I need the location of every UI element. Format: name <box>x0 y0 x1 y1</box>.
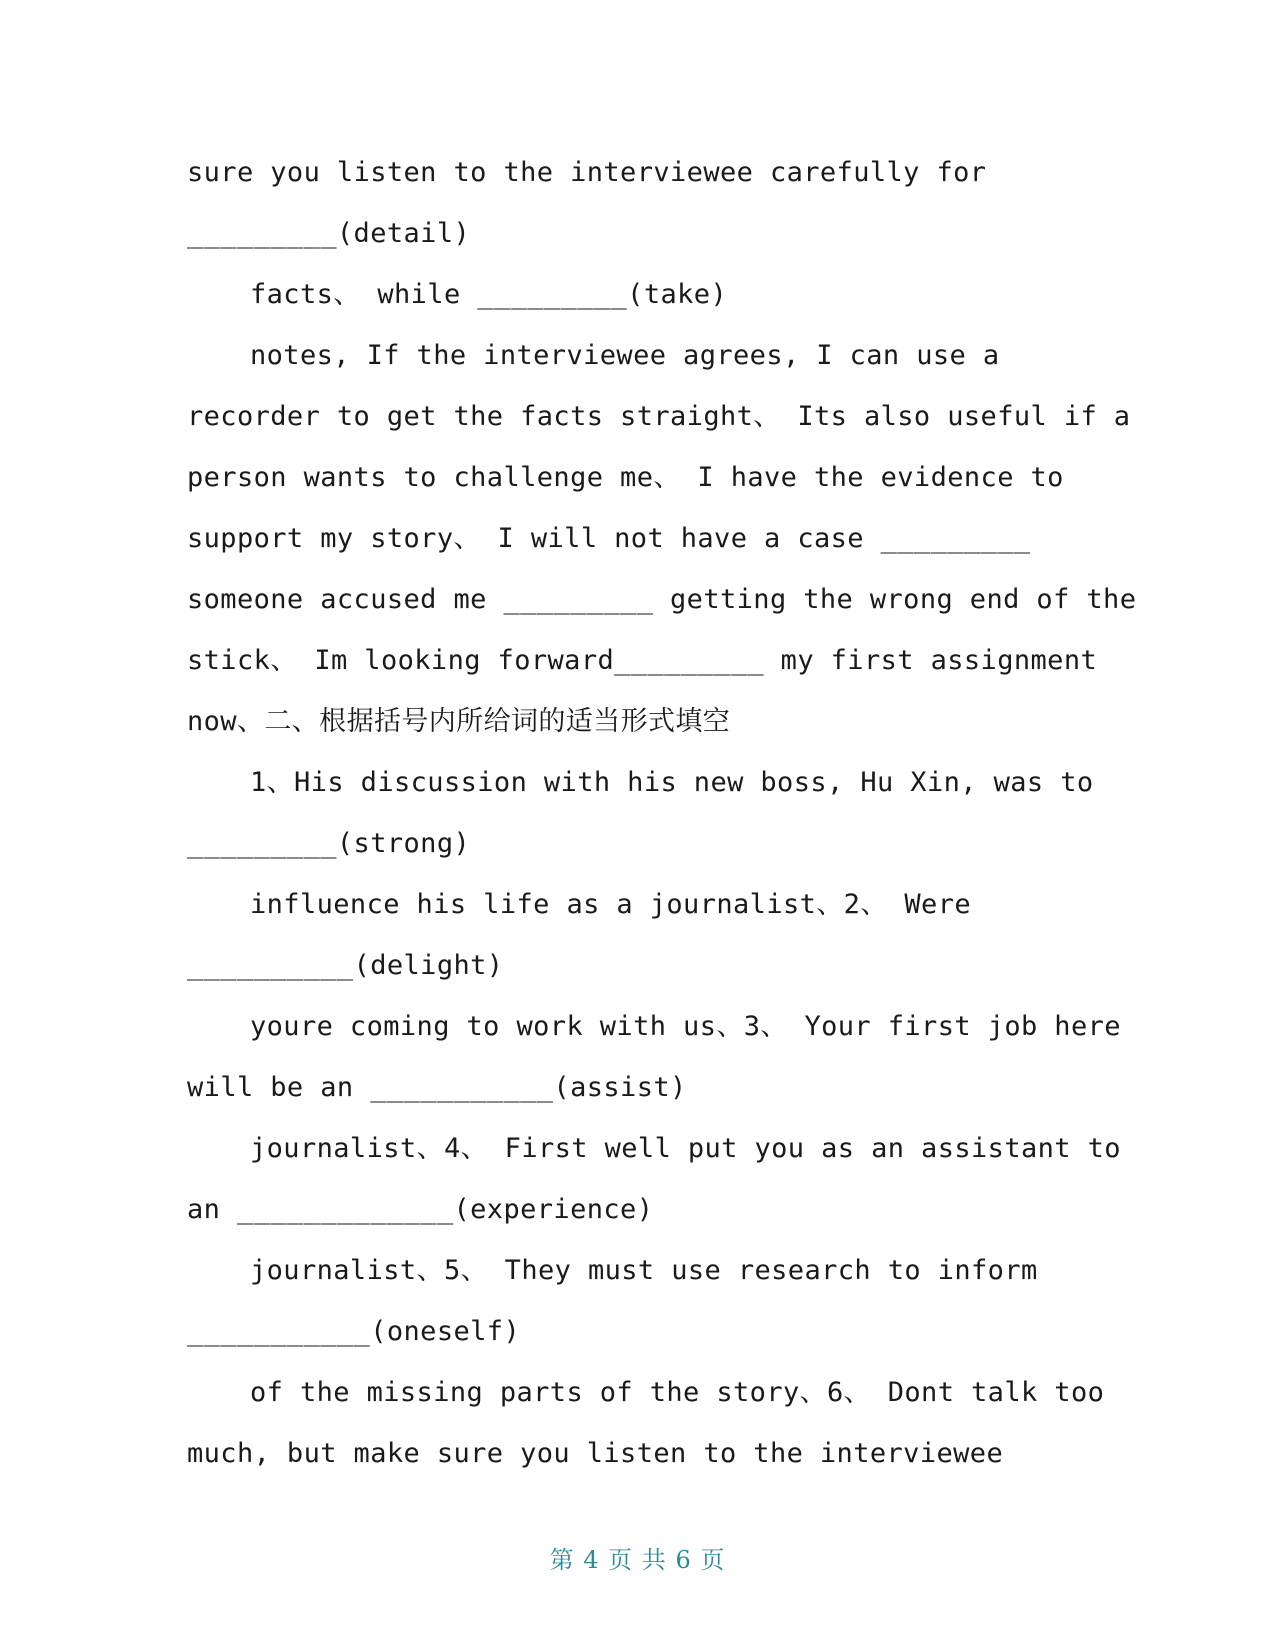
text-line: person wants to challenge me、 I have the evidence to <box>187 462 1064 493</box>
text-line: influence his life as a journalist、2、 Were <box>250 889 972 920</box>
text-line: recorder to get the facts straight、 Its also useful if a <box>187 401 1131 432</box>
text-line: facts、 while _________(take) <box>250 279 728 310</box>
text-line: ___________(oneself) <box>187 1316 521 1347</box>
text-line: _________(strong) <box>187 828 471 859</box>
text-line: an _____________(experience) <box>187 1194 654 1225</box>
text-line: notes, If the interviewee agrees, I can use a <box>250 340 1000 371</box>
page-number-footer: 第 4 页 共 6 页 <box>549 1546 726 1574</box>
text-line: much, but make sure you listen to the interviewee <box>187 1438 1004 1469</box>
text-line: stick、 Im looking forward_________ my first assignment <box>187 645 1098 676</box>
text-line: now、二、根据括号内所给词的适当形式填空 <box>187 706 731 737</box>
text-line: 1、His discussion with his new boss, Hu Xin, was to <box>250 767 1094 798</box>
text-line: someone accused me _________ getting the wrong end of the <box>187 584 1137 615</box>
text-line: journalist、4、 First well put you as an assistant to <box>250 1133 1121 1164</box>
text-line: sure you listen to the interviewee carefully for <box>187 157 987 188</box>
text-line: support my story、 I will not have a case _________ <box>187 523 1031 554</box>
text-line: journalist、5、 They must use research to inform <box>250 1255 1038 1286</box>
text-line: of the missing parts of the story、6、 Dont talk too <box>250 1377 1105 1408</box>
text-line: _________(detail) <box>187 218 471 249</box>
document-body <box>187 142 1137 1484</box>
text-line: youre coming to work with us、3、 Your first job here <box>250 1011 1121 1042</box>
text-line: __________(delight) <box>187 950 504 981</box>
text-line: will be an ___________(assist) <box>187 1072 687 1103</box>
